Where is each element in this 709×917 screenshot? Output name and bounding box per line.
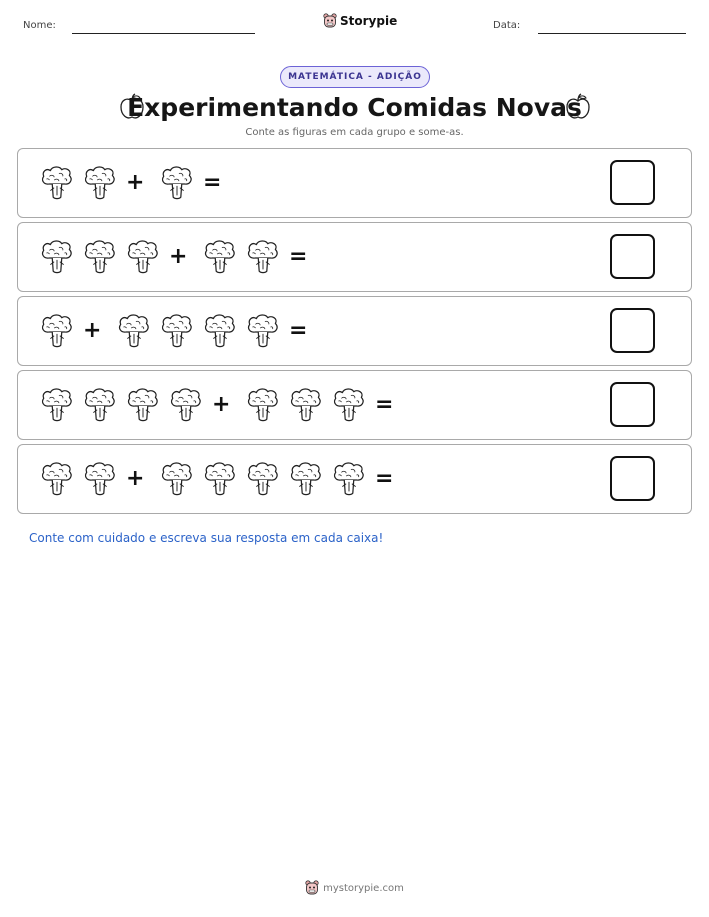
- equals-sign: =: [289, 318, 308, 343]
- date-label: Data:: [493, 20, 521, 31]
- broccoli-icon: [124, 238, 162, 276]
- broccoli-icon: [201, 238, 239, 276]
- answer-box[interactable]: [610, 456, 655, 501]
- problem-row: [17, 222, 692, 292]
- equals-sign: =: [375, 466, 394, 491]
- name-label: Nome:: [23, 20, 56, 31]
- group-a: [38, 149, 124, 217]
- logo-text: Storypie: [340, 14, 398, 28]
- storypie-mascot-icon: [323, 13, 337, 29]
- broccoli-icon: [115, 312, 153, 350]
- broccoli-icon: [158, 460, 196, 498]
- problem-row: [17, 148, 692, 218]
- plus-sign: +: [126, 466, 145, 491]
- broccoli-icon: [38, 460, 76, 498]
- name-line[interactable]: [72, 33, 255, 34]
- broccoli-icon: [38, 238, 76, 276]
- broccoli-icon: [124, 386, 162, 424]
- equals-sign: =: [375, 392, 394, 417]
- broccoli-icon: [330, 386, 368, 424]
- plus-sign: +: [169, 244, 188, 269]
- answer-box[interactable]: [610, 234, 655, 279]
- broccoli-icon: [201, 460, 239, 498]
- footer-note: Conte com cuidado e escreva sua resposta em cada caixa!: [29, 531, 384, 545]
- broccoli-icon: [287, 460, 325, 498]
- instructions: Conte as figuras em cada grupo e some-as.: [245, 127, 464, 138]
- broccoli-icon: [330, 460, 368, 498]
- broccoli-icon: [38, 312, 76, 350]
- group-b: [158, 149, 201, 217]
- broccoli-icon: [38, 164, 76, 202]
- broccoli-icon: [81, 460, 119, 498]
- broccoli-icon: [38, 386, 76, 424]
- group-b: [115, 297, 287, 365]
- date-line[interactable]: [538, 33, 686, 34]
- answer-box[interactable]: [610, 382, 655, 427]
- broccoli-icon: [81, 238, 119, 276]
- storypie-logo: [323, 13, 397, 29]
- answer-box[interactable]: [610, 160, 655, 205]
- group-a: [38, 297, 81, 365]
- broccoli-icon: [158, 164, 196, 202]
- problem-row: [17, 296, 692, 366]
- subject-badge: MATEMÁTICA - ADIÇÃO: [280, 66, 430, 88]
- group-b: [201, 223, 287, 291]
- group-b: [158, 445, 373, 513]
- broccoli-icon: [244, 238, 282, 276]
- broccoli-icon: [244, 460, 282, 498]
- broccoli-icon: [287, 386, 325, 424]
- apple-icon: [564, 92, 592, 122]
- problem-row: [17, 444, 692, 514]
- plus-sign: +: [83, 318, 102, 343]
- equals-sign: =: [289, 244, 308, 269]
- footer: [0, 880, 709, 896]
- answer-box[interactable]: [610, 308, 655, 353]
- problem-row: [17, 370, 692, 440]
- broccoli-icon: [81, 386, 119, 424]
- broccoli-icon: [244, 312, 282, 350]
- broccoli-icon: [201, 312, 239, 350]
- equals-sign: =: [203, 170, 222, 195]
- title-row: [0, 90, 709, 126]
- broccoli-icon: [81, 164, 119, 202]
- page-title: Experimentando Comidas Novas: [127, 93, 582, 122]
- footer-site: mystorypie.com: [323, 882, 404, 894]
- broccoli-icon: [244, 386, 282, 424]
- group-b: [244, 371, 373, 439]
- group-a: [38, 371, 210, 439]
- storypie-mascot-icon: [305, 880, 319, 896]
- group-a: [38, 223, 167, 291]
- group-a: [38, 445, 124, 513]
- broccoli-icon: [158, 312, 196, 350]
- plus-sign: +: [212, 392, 231, 417]
- plus-sign: +: [126, 170, 145, 195]
- broccoli-icon: [167, 386, 205, 424]
